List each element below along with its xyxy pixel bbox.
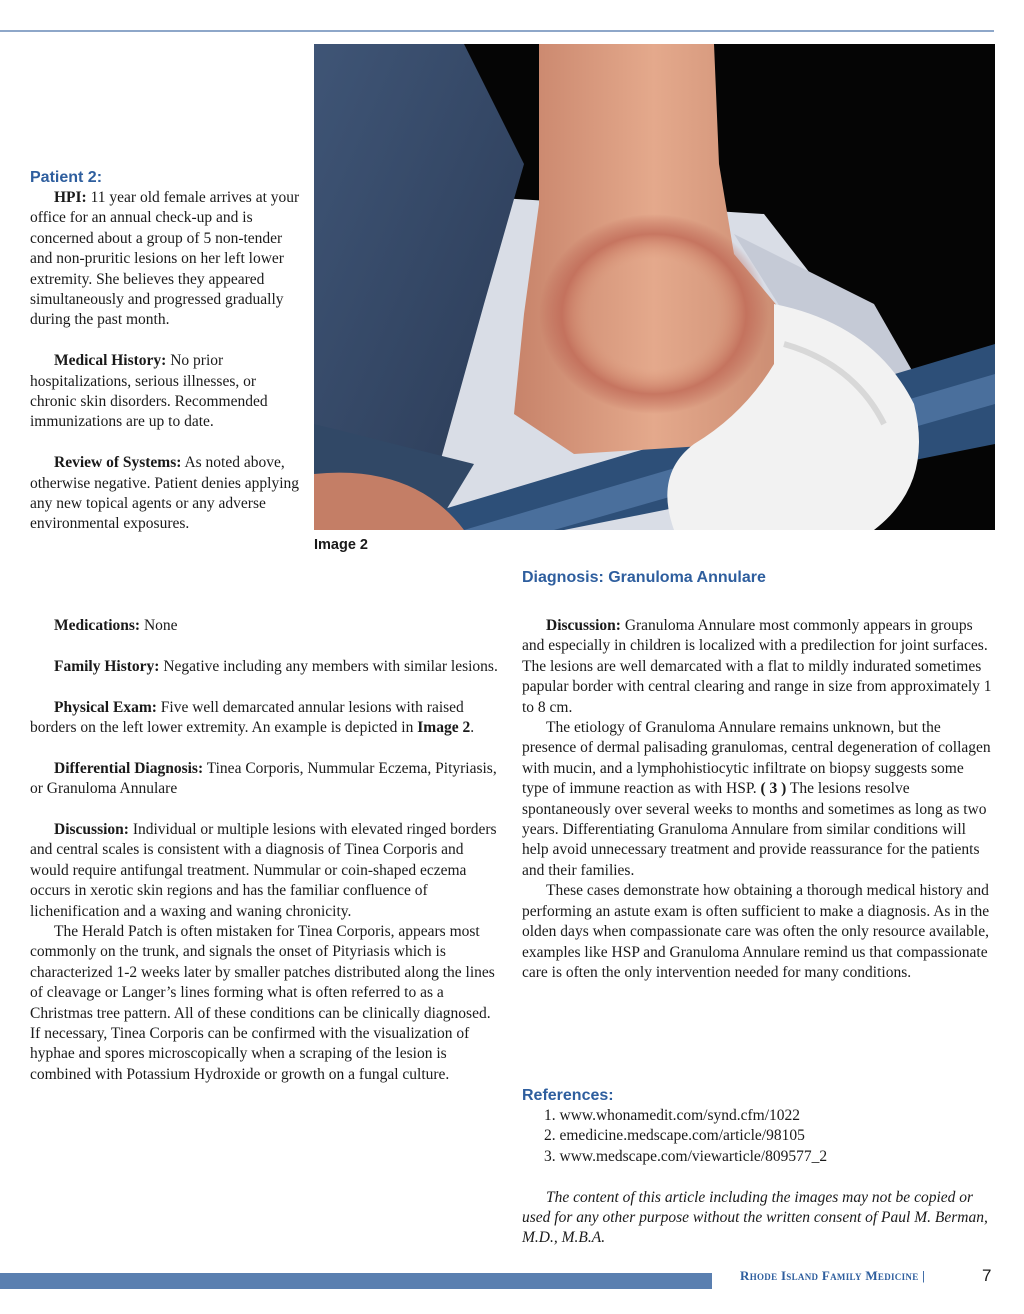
page-number: 7 bbox=[982, 1266, 992, 1285]
medical-history-paragraph bbox=[30, 351, 300, 433]
family-history-text: Negative including any members with similar lesions. bbox=[159, 657, 498, 675]
hpi-label: HPI: bbox=[54, 189, 87, 206]
review-of-systems-text: As noted above, otherwise negative. Patient denies applying any new topical agents or any adverse environmental exposures. bbox=[30, 454, 300, 533]
discussion-text: Individual or multiple lesions with elevated ringed borders and central scales is consistent with a diagnosis of Tinea Corporis and would require antifungal treatment. Nummular or coin-shaped eczema occurs in xerotic skin regions and has the familiar confluence of lichenification and a waxing and waning chronicity. bbox=[30, 821, 497, 920]
diagnosis-heading: Diagnosis: Granuloma Annulare bbox=[522, 569, 766, 586]
hpi-paragraph bbox=[30, 188, 300, 331]
differential-diagnosis-paragraph bbox=[30, 759, 504, 800]
patient-heading: Patient 2: bbox=[30, 169, 103, 186]
family-history-label: Family History: bbox=[54, 657, 160, 675]
patient-section-wide bbox=[30, 616, 504, 1085]
references-section bbox=[522, 1086, 994, 1249]
reference-item: 2. emedicine.medscape.com/article/98105 bbox=[544, 1127, 805, 1145]
family-history-paragraph bbox=[30, 657, 504, 677]
discussion-paragraph-2: The Herald Patch is often mistaken for Tinea Corporis, appears most commonly on the trunk, and signals the onset of Pityriasis which is characterized 1-2 weeks later by smaller patches distributed along the lines of cleavage or Langer’s lines forming what is often referred to as a Christmas tree pattern. All of these conditions can be clinically diagnosed. If necessary, Tinea Corporis can be confirmed with the visualization of hyphae and spores microscopically when a scraping of the lesion is combined with Potassium Hydroxide or growth on a fungal culture. bbox=[30, 923, 495, 1083]
physical-exam-text: Five well demarcated annular lesions with raised borders on the left lower extremity. An example is depicted in bbox=[30, 698, 464, 736]
differential-diagnosis-text: Tinea Corporis, Nummular Eczema, Pityriasis, or Granuloma Annulare bbox=[30, 759, 497, 798]
discussion-label: Discussion: bbox=[54, 821, 129, 838]
diagnosis-section bbox=[522, 568, 994, 983]
image-caption: Image 2 bbox=[314, 537, 368, 553]
medications-text: None bbox=[140, 617, 178, 634]
etiology-text-continued: The lesions resolve spontaneously over several weeks to months and sometimes as long as two years. Differentiating Granuloma Annulare from similar conditions will help avoid unnecessary treatment and provide reassurance for the patients and their families. bbox=[522, 780, 987, 879]
citation-reference: ( 3 ) bbox=[760, 780, 787, 798]
diagnosis-discussion-text: Granuloma Annulare most commonly appears in groups and especially in children is localized with a predilection for joint surfaces. The lesions are well demarcated with a flat to mildly indurated sometimes papular border with central clearing and range in size from approximately 1 to 8 cm. bbox=[522, 617, 992, 716]
review-of-systems-paragraph bbox=[30, 453, 300, 535]
medications-paragraph bbox=[30, 616, 504, 636]
reference-item: 3. www.medscape.com/viewarticle/809577_2 bbox=[544, 1147, 828, 1165]
physical-exam-paragraph bbox=[30, 698, 504, 739]
references-heading: References: bbox=[522, 1087, 614, 1104]
hpi-text: 11 year old female arrives at your office for an annual check-up and is concerned about a group of 5 non-tender and non-pruritic lesions on her left lower extremity. She believes they appeared simultaneously and progressed gradually during the past month. bbox=[30, 189, 300, 329]
footer-bar bbox=[0, 1273, 712, 1289]
image-reference: Image 2 bbox=[417, 719, 471, 736]
medications-label: Medications: bbox=[54, 617, 141, 634]
patient-section-narrow bbox=[30, 168, 300, 535]
journal-name: Rhode Island Family Medicine bbox=[740, 1268, 919, 1283]
differential-diagnosis-label: Differential Diagnosis: bbox=[54, 759, 204, 777]
review-of-systems-label: Review of Systems: bbox=[54, 454, 182, 472]
conclusion-paragraph: These cases demonstrate how obtaining a thorough medical history and performing an astute exam is often sufficient to make a diagnosis. As in the olden days when compassionate care was often the only resource available, examples like HSP and Granuloma Annulare remind us that compassionate care is often the only intervention needed for many conditions. bbox=[522, 882, 990, 981]
copyright-notice: The content of this article including the images may not be copied or used for any other purpose without the written consent of Paul M. Berman, M.D., M.B.A. bbox=[522, 1188, 988, 1247]
medical-history-text: No prior hospitalizations, serious illnesses, or chronic skin disorders. Recommended immunizations are up to date. bbox=[30, 352, 268, 431]
clinical-photo bbox=[314, 44, 995, 530]
diagnosis-discussion-paragraph bbox=[522, 616, 994, 718]
physical-exam-label: Physical Exam: bbox=[54, 698, 157, 716]
footer-separator: | bbox=[922, 1268, 926, 1283]
etiology-paragraph bbox=[522, 718, 994, 881]
medical-history-label: Medical History: bbox=[54, 352, 167, 370]
references-list bbox=[522, 1106, 994, 1167]
footer-journal bbox=[740, 1268, 925, 1284]
reference-item: 1. www.whonamedit.com/synd.cfm/1022 bbox=[544, 1107, 800, 1124]
etiology-text: The etiology of Granuloma Annulare remains unknown, but the presence of dermal palisading granulomas, central degeneration of collagen with mucin, and a lymphohistiocytic infiltrate on biopsy suggests some type of immune reaction as with HSP. bbox=[522, 719, 991, 798]
physical-exam-end: . bbox=[470, 719, 475, 736]
top-rule bbox=[0, 30, 994, 32]
diagnosis-discussion-label: Discussion: bbox=[546, 617, 621, 634]
discussion-paragraph bbox=[30, 820, 504, 922]
